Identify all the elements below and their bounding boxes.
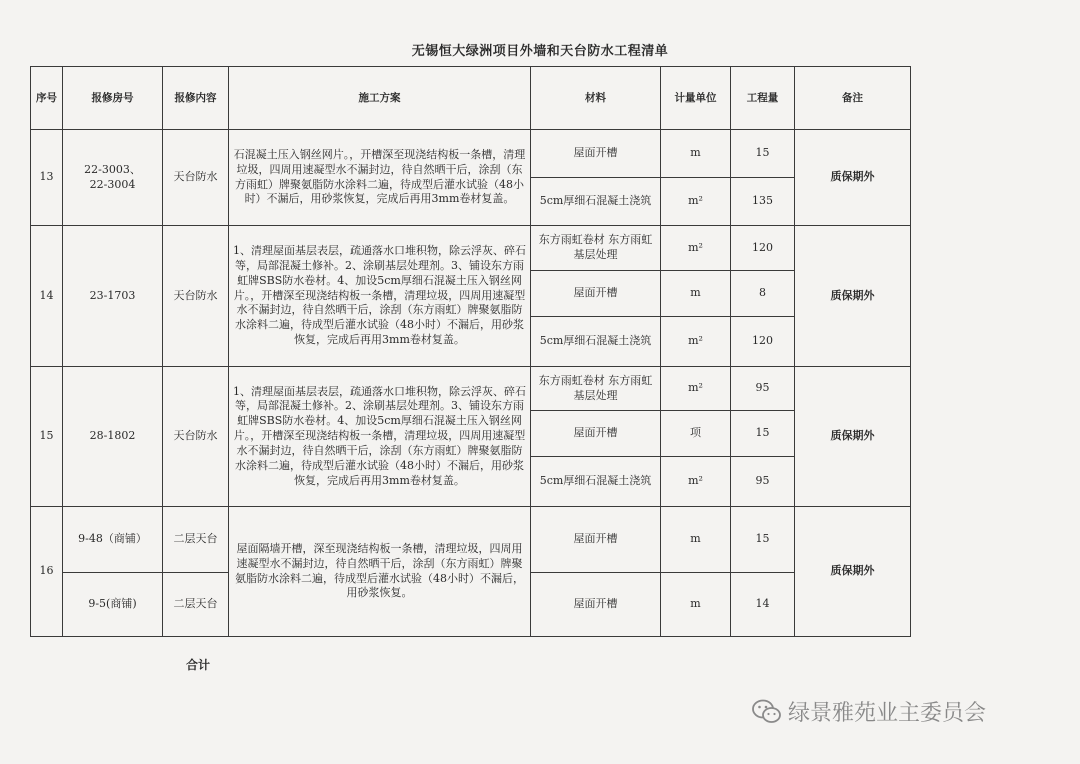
watermark: [752, 696, 986, 727]
header-cell: 施工方案: [229, 67, 531, 130]
repair-content: 二层天台: [163, 507, 229, 573]
repair-content: 二层天台: [163, 573, 229, 637]
room-number: 22-3003、: [84, 162, 141, 176]
room-number: 22-3004: [89, 177, 136, 191]
unit: m: [661, 271, 731, 317]
header-cell: 工程量: [731, 67, 795, 130]
quantity: 120: [731, 226, 795, 271]
unit: m²: [661, 367, 731, 411]
material: 屋面开槽: [531, 271, 661, 317]
quantity: 135: [731, 178, 795, 226]
project-table: [30, 66, 911, 637]
unit: m²: [661, 457, 731, 507]
material: 5cm厚细石混凝土浇筑: [531, 178, 661, 226]
construction-plan: 1、清理屋面基层表层，疏通落水口堆积物，除云浮灰、碎石等，局部混凝土修补。2、涂刷基层处理剂。3、铺设东方雨虹牌SBS防水卷材。4、加设5cm厚细石混凝土压入钢丝网片。，开槽深至现浇结构板一条槽，清理垃圾，四周用速凝型水不漏封边，待自然晒干后，涂刮（东方雨虹）牌聚氨脂防水涂料二遍，待成型后灌水试验（48小时）不漏后，用砂浆恢复，完成后再用3mm卷材复盖。: [229, 226, 531, 367]
repair-content: 天台防水: [163, 130, 229, 226]
construction-plan: 屋面隔墙开槽，深至现浇结构板一条槽，清理垃圾，四周用速凝型水不漏封边，待自然晒干后，涂刮（东方雨虹）牌聚氨脂防水涂料二遍，待成型后灌水试验（48小时）不漏后，用砂浆恢复。: [229, 507, 531, 637]
unit: m²: [661, 178, 731, 226]
material: 5cm厚细石混凝土浇筑: [531, 457, 661, 507]
remark: 质保期外: [795, 130, 911, 226]
total-label: 合计: [186, 658, 211, 672]
unit: m: [661, 573, 731, 637]
room-number: 9-5(商铺): [63, 573, 163, 637]
quantity: 15: [731, 411, 795, 457]
material: 5cm厚细石混凝土浇筑: [531, 317, 661, 367]
row-number: 14: [31, 226, 63, 367]
table-row: [31, 226, 911, 271]
quantity: 15: [731, 507, 795, 573]
construction-plan: 石混凝土压入钢丝网片。，开槽深至现浇结构板一条槽，清理垃圾，四周用速凝型水不漏封边，待自然晒干后，涂刮（东方雨虹）牌聚氨脂防水涂料二遍，待成型后灌水试验（48小时）不漏后，用砂浆恢复，完成后再用3mm卷材复盖。: [229, 130, 531, 226]
quantity: 8: [731, 271, 795, 317]
repair-content: 天台防水: [163, 226, 229, 367]
material: 东方雨虹卷材 东方雨虹基层处理: [531, 367, 661, 411]
header-cell: 报修房号: [63, 67, 163, 130]
material: 屋面开槽: [531, 573, 661, 637]
header-cell: 报修内容: [163, 67, 229, 130]
construction-plan: 1、清理屋面基层表层，疏通落水口堆积物，除云浮灰、碎石等，局部混凝土修补。2、涂刷基层处理剂。3、铺设东方雨虹牌SBS防水卷材。4、加设5cm厚细石混凝土压入钢丝网片。，开槽深至现浇结构板一条槽，清理垃圾，四周用速凝型水不漏封边，待自然晒干后，涂刮（东方雨虹）牌聚氨脂防水涂料二遍，待成型后灌水试验（48小时）不漏后，用砂浆恢复，完成后再用3mm卷材复盖。: [229, 367, 531, 507]
room-number: 23-1703: [63, 226, 163, 367]
quantity: 95: [731, 367, 795, 411]
unit: m²: [661, 226, 731, 271]
remark: 质保期外: [795, 226, 911, 367]
wechat-icon: [752, 699, 782, 725]
row-number: 16: [31, 507, 63, 637]
header-cell: 材料: [531, 67, 661, 130]
room-number: 9-48（商铺）: [63, 507, 163, 573]
unit: m: [661, 507, 731, 573]
unit: 项: [661, 411, 731, 457]
remark: 质保期外: [795, 367, 911, 507]
repair-content: 天台防水: [163, 367, 229, 507]
quantity: 120: [731, 317, 795, 367]
room-cell: [63, 130, 163, 226]
header-cell: 计量单位: [661, 67, 731, 130]
quantity: 95: [731, 457, 795, 507]
document-title: 无锡恒大绿洲项目外墙和天台防水工程清单: [411, 44, 669, 59]
material: 屋面开槽: [531, 130, 661, 178]
row-number: 15: [31, 367, 63, 507]
table-header-row: [31, 67, 911, 130]
quantity: 15: [731, 130, 795, 178]
row-number: 13: [31, 130, 63, 226]
unit: m²: [661, 317, 731, 367]
header-cell: 备注: [795, 67, 911, 130]
header-cell: 序号: [31, 67, 63, 130]
quantity: 14: [731, 573, 795, 637]
room-number: 28-1802: [63, 367, 163, 507]
watermark-text: 绿景雅苑业主委员会: [788, 701, 987, 726]
table-row: [31, 507, 911, 573]
remark: 质保期外: [795, 507, 911, 637]
unit: m: [661, 130, 731, 178]
material: 屋面开槽: [531, 411, 661, 457]
table-row: [31, 130, 911, 178]
material: 屋面开槽: [531, 507, 661, 573]
material: 东方雨虹卷材 东方雨虹基层处理: [531, 226, 661, 271]
table-row: [31, 367, 911, 411]
